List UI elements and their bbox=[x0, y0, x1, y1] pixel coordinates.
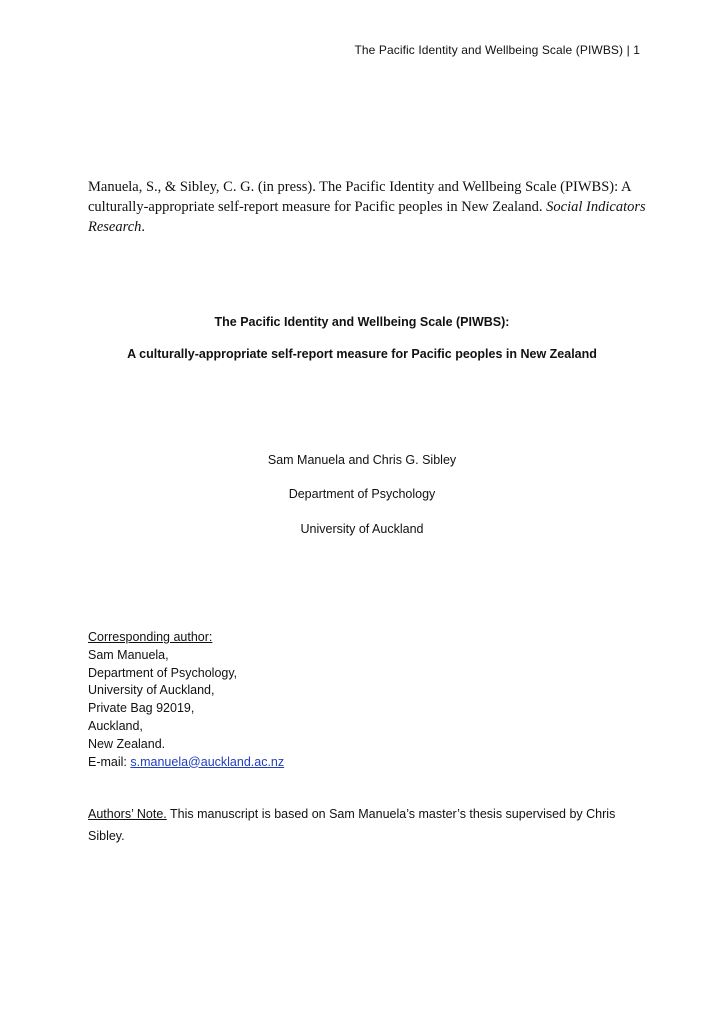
address-line: New Zealand. bbox=[88, 736, 166, 751]
address-line: Private Bag 92019, bbox=[88, 701, 195, 716]
author-university: University of Auckland bbox=[300, 522, 424, 536]
authors-note-heading: Authors’ Note. bbox=[88, 807, 167, 821]
address-line: Department of Psychology, bbox=[88, 665, 238, 680]
paper-title: The Pacific Identity and Wellbeing Scale (PIWBS): bbox=[214, 315, 510, 329]
email-label: E-mail: bbox=[88, 754, 131, 769]
address-line: Sam Manuela, bbox=[88, 647, 169, 662]
authors-note-text: This manuscript is based on Sam Manuela’s master’s thesis supervised by Chris Sibley. bbox=[88, 807, 616, 843]
author-department: Department of Psychology bbox=[288, 487, 436, 501]
address-line: Auckland, bbox=[88, 718, 143, 733]
email-line bbox=[88, 754, 284, 772]
corresponding-heading: Corresponding author: bbox=[88, 630, 213, 644]
paper-subtitle: A culturally-appropriate self-report measure for Pacific peoples in New Zealand bbox=[127, 347, 597, 361]
corresponding-author-block bbox=[88, 629, 284, 771]
running-head: The Pacific Identity and Wellbeing Scale (PIWBS) | 1 bbox=[354, 43, 640, 57]
citation-journal: Social Indicators Research bbox=[88, 199, 646, 235]
authors-note bbox=[88, 803, 628, 847]
citation bbox=[88, 177, 648, 237]
author-names: Sam Manuela and Chris G. Sibley bbox=[267, 453, 457, 467]
citation-end: . bbox=[141, 219, 146, 235]
citation-text: Manuela, S., & Sibley, C. G. (in press). The Pacific Identity and Wellbeing Scale (PIWBS): A culturally-appropriate self-report measure for Pacific peoples in New Zealand. bbox=[88, 179, 631, 215]
email-link[interactable]: s.manuela@auckland.ac.nz bbox=[130, 754, 285, 769]
address-line: University of Auckland, bbox=[88, 683, 215, 698]
